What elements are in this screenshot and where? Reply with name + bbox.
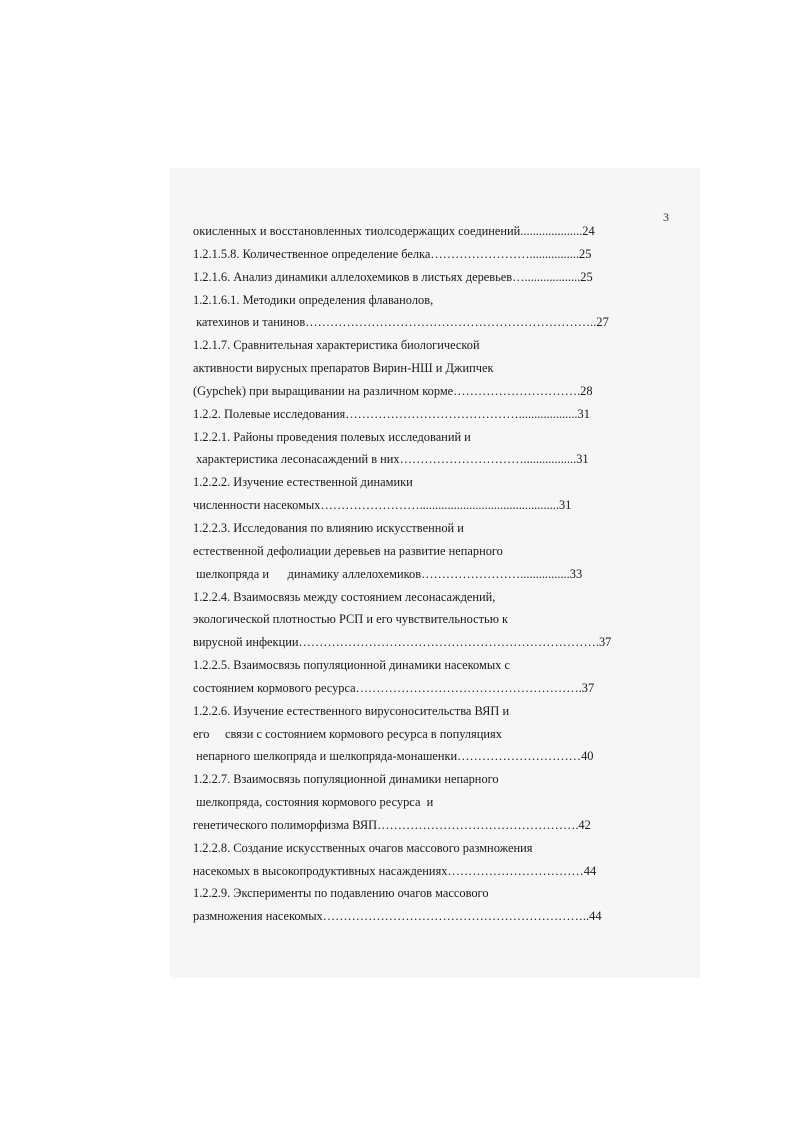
toc-line: окисленных и восстановленных тиолсодержащих соединений....................24	[193, 224, 595, 238]
toc-line: 1.2.2.4. Взаимосвязь между состоянием лесонасаждений,	[193, 589, 496, 604]
toc-line: 1.2.2.3. Исследования по влиянию искусственной и	[193, 520, 464, 535]
toc-line: 1.2.1.6.1. Методики определения флаванолов,	[193, 292, 434, 307]
table-of-contents	[193, 220, 628, 928]
toc-line: размножения насекомых………………………………………………………..44	[193, 909, 602, 924]
toc-line: генетического полиморфизма ВЯП………………………………………….42	[193, 817, 591, 832]
toc-line: 1.2.2.8. Создание искусственных очагов массового размножения	[193, 840, 533, 855]
toc-line: вирусной инфекции……………………………………………………………….37	[193, 635, 612, 650]
toc-line: шелкопряда и динамику аллелохемиков……………………................33	[193, 566, 583, 581]
toc-line: 1.2.2.6. Изучение естественного вирусоносительства ВЯП и	[193, 703, 510, 718]
toc-line: 1.2.2.5. Взаимосвязь популяционной динамики насекомых с	[193, 658, 510, 673]
toc-line: непарного шелкопряда и шелкопряда-монашенки…………………………40	[193, 749, 594, 764]
toc-line: активности вирусных препаратов Вирин-НШ и Джипчек	[193, 361, 494, 376]
toc-line: 1.2.2.9. Эксперименты по подавлению очагов массового	[193, 886, 489, 901]
toc-line: 1.2.2. Полевые исследования……………………………………...................31	[193, 406, 590, 421]
toc-line: 1.2.1.5.8. Количественное определение белка……………………................25	[193, 246, 592, 261]
page-number: 3	[663, 210, 669, 224]
toc-line: его связи с состоянием кормового ресурса в популяциях	[193, 726, 502, 741]
toc-line: 1.2.1.6. Анализ динамики аллелохемиков в листьях деревьев…..................25	[193, 269, 593, 284]
toc-line: естественной дефолиации деревьев на развитие непарного	[193, 543, 503, 558]
toc-line: 1.2.1.7. Сравнительная характеристика биологической	[193, 338, 480, 353]
toc-line: 1.2.2.7. Взаимосвязь популяционной динамики непарного	[193, 772, 499, 787]
toc-line: характеристика лесонасаждений в них………………………….................31	[193, 452, 589, 467]
toc-line: катехинов и танинов……………………………………………………………..27	[193, 315, 609, 330]
toc-line: экологической плотностью РСП и его чувствительностью к	[193, 612, 509, 627]
toc-line: шелкопряда, состояния кормового ресурса и	[193, 795, 434, 810]
toc-line: (Gypchek) при выращивании на различном корме………………………….28	[193, 383, 593, 398]
toc-line: насекомых в высокопродуктивных насаждениях……………………………44	[193, 863, 597, 878]
toc-line: 1.2.2.1. Районы проведения полевых исследований и	[193, 429, 471, 444]
toc-line: 1.2.2.2. Изучение естественной динамики	[193, 475, 413, 490]
toc-line: состоянием кормового ресурса……………………………………………….37	[193, 680, 595, 695]
toc-line: численности насекомых…………………….............................................31	[193, 498, 572, 513]
